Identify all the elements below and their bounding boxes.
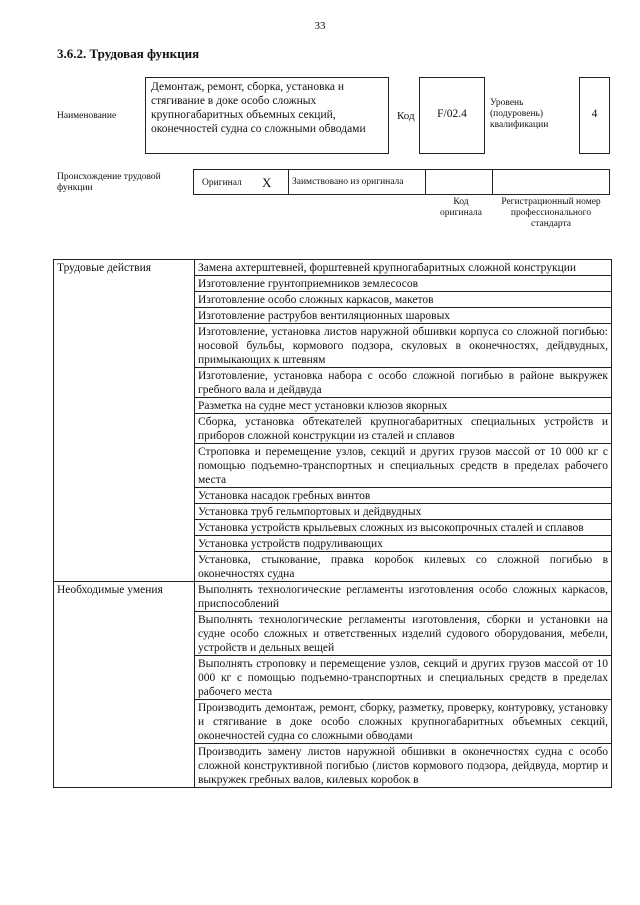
- name-label: Наименование: [57, 111, 117, 121]
- table-cell-item: Установка, стыкование, правка коробок килевых со сложной погибью в оконечностях судна: [195, 552, 612, 582]
- table-cell-item: Строповка и перемещение узлов, секций и других грузов массой от 10 000 кг с помощью подъемно-транспортных и специальных средств в пределах рабочего места: [195, 444, 612, 488]
- level-label: Уровень (подуровень) квалификации: [490, 98, 549, 130]
- table-cell-item: Сборка, установка обтекателей крупногабаритных специальных устройств и приборов сложной конструкции из сталей и сплавов: [195, 414, 612, 444]
- table-cell-item: Разметка на судне мест установки клюзов якорных: [195, 398, 612, 414]
- code-original-label: Код оригинала: [440, 197, 482, 218]
- section-label: Необходимые умения: [54, 582, 195, 788]
- table-cell-item: Замена ахтерштевней, форштевней крупногабаритных сложной конструкции: [195, 260, 612, 276]
- table-cell-item: Установка устройств подруливающих: [195, 536, 612, 552]
- name-value: Демонтаж, ремонт, сборка, установка и стягивание в доке особо сложных крупногабаритных объемных секций, оконечностей судна со сложными обводами: [145, 77, 389, 154]
- table-cell-item: Производить замену листов наружной обшивки в оконечностях судна с особо сложной конструктивной погибью (листов кормового подзора, дейдвуда, мортир и выкружек гребных валов, килевых коробок в: [195, 744, 612, 788]
- table-row: [54, 260, 612, 276]
- table-cell-item: Выполнять технологические регламенты изготовления особо сложных каркасов, приспособлений: [195, 582, 612, 612]
- original-label: Оригинал: [202, 178, 242, 188]
- origin-borrowed-cell: [288, 169, 426, 195]
- section-title: 3.6.2. Трудовая функция: [57, 46, 200, 61]
- borrowed-label: Заимствовано из оригинала: [292, 177, 404, 187]
- table-cell-item: Выполнять строповку и перемещение узлов, секций и других грузов массой от 10 000 кг с помощью подъемно-транспортных и специальных средств в пределах рабочего места: [195, 656, 612, 700]
- table-cell-item: Установка насадок гребных винтов: [195, 488, 612, 504]
- code-label: Код: [397, 110, 415, 122]
- table-cell-item: Изготовление, установка набора с особо сложной погибью в районе выкружек гребного вала и дейдвуда: [195, 368, 612, 398]
- reg-number-cell: [492, 169, 610, 195]
- table-cell-item: Производить демонтаж, ремонт, сборку, разметку, проверку, контуровку, установку и стягивание в доке особо сложных крупногабаритных объемных секций, оконечностей судна со сложными обводами: [195, 700, 612, 744]
- section-label: Трудовые действия: [54, 260, 195, 582]
- level-value: 4: [579, 77, 610, 154]
- table-cell-item: Выполнять технологические регламенты изготовления, сборки и установки на судне особо сложных и ответственных изделий судового оборудования, мебели, устройств и дельных вещей: [195, 612, 612, 656]
- table-cell-item: Установка устройств крыльевых сложных из высокопрочных сталей и сплавов: [195, 520, 612, 536]
- table-cell-item: Изготовление, установка листов наружной обшивки корпуса со сложной погибью: носовой бульбы, кормового подзора, скуловых в оконечностях, дейдвудных, примыкающих к штевням: [195, 324, 612, 368]
- original-mark: X: [262, 175, 272, 190]
- labor-function-table: [53, 259, 612, 788]
- code-value: F/02.4: [419, 77, 485, 154]
- table-cell-item: Изготовление грунтоприемников землесосов: [195, 276, 612, 292]
- reg-number-label: Регистрационный номер профессионального стандарта: [501, 197, 601, 229]
- page-number: 33: [314, 20, 326, 32]
- table-row: [54, 582, 612, 612]
- table-cell-item: Установка труб гельмпортовых и дейдвудных: [195, 504, 612, 520]
- table-cell-item: Изготовление особо сложных каркасов, макетов: [195, 292, 612, 308]
- code-original-cell: [425, 169, 493, 195]
- origin-label: Происхождение трудовой функции: [57, 172, 161, 193]
- table-cell-item: Изготовление раструбов вентиляционных шаровых: [195, 308, 612, 324]
- origin-original-cell: [193, 169, 289, 195]
